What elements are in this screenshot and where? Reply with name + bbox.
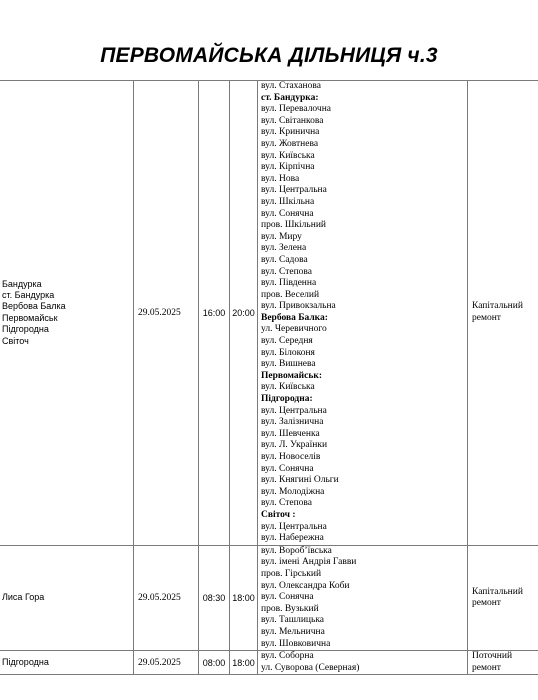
street-name: вул. Центральна bbox=[261, 405, 327, 416]
street-name: вул. Шкільна bbox=[261, 196, 315, 207]
street-name: вул. Кринична bbox=[261, 127, 320, 138]
work-type-text: ремонт bbox=[472, 597, 501, 608]
street-name: вул. Білоконя bbox=[261, 347, 315, 358]
settlement-heading: ст. Бандурка: bbox=[261, 92, 319, 103]
street-name: вул. Центральна bbox=[261, 521, 327, 532]
outage-table bbox=[0, 80, 538, 675]
location-name: Бандурка bbox=[2, 278, 42, 289]
street-name: вул. Світанкова bbox=[261, 115, 324, 126]
street-name: вул. Садова bbox=[261, 254, 308, 265]
street-name: вул. Центральна bbox=[261, 185, 327, 196]
street-name: вул. Молодіжна bbox=[261, 486, 325, 497]
street-name: вул. Мельнична bbox=[261, 626, 325, 637]
location-name: Лиса Гора bbox=[2, 592, 45, 603]
street-name: вул. Миру bbox=[261, 231, 302, 242]
end-time-cell: 20:00 bbox=[230, 81, 258, 546]
street-name: вул. Шевченка bbox=[261, 428, 320, 439]
settlement-heading: Світоч : bbox=[261, 509, 296, 520]
street-name: вул. Сонячна bbox=[261, 208, 314, 219]
start-time-cell: 08:00 bbox=[199, 651, 230, 675]
settlement-heading: Первомайськ: bbox=[261, 370, 323, 381]
locations-cell bbox=[0, 81, 134, 546]
table-row bbox=[0, 545, 538, 650]
work-type-cell bbox=[468, 651, 538, 675]
street-name: вул. Шовковична bbox=[261, 638, 331, 649]
street-name: вул. Зелена bbox=[261, 243, 307, 254]
location-name: ст. Бандурка bbox=[2, 290, 55, 301]
table-row bbox=[0, 81, 538, 546]
work-type-text: ремонт bbox=[472, 312, 501, 323]
work-type-text: Капітальний bbox=[472, 586, 523, 597]
page-title: ПЕРВОМАЙСЬКА ДІЛЬНИЦЯ ч.3 bbox=[100, 44, 438, 67]
streets-cell bbox=[258, 651, 468, 675]
street-name: вул. Вишнева bbox=[261, 359, 316, 370]
end-time-cell: 18:00 bbox=[230, 651, 258, 675]
work-type-text: Поточний bbox=[472, 651, 513, 662]
work-type-cell bbox=[468, 545, 538, 650]
street-name: вул. Перевалочна bbox=[261, 104, 332, 115]
start-time-cell: 16:00 bbox=[199, 81, 230, 546]
street-name: вул. Південна bbox=[261, 278, 317, 289]
date-cell: 29.05.2025 bbox=[134, 545, 199, 650]
streets-cell bbox=[258, 81, 468, 546]
street-name: вул. Олександра Коби bbox=[261, 580, 350, 591]
work-type-cell bbox=[468, 81, 538, 546]
street-name: вул. Київська bbox=[261, 382, 315, 393]
street-name: вул. Степова bbox=[261, 498, 312, 509]
location-name: Вербова Балка bbox=[2, 301, 66, 312]
date-cell: 29.05.2025 bbox=[134, 651, 199, 675]
street-name: ул. Черевичного bbox=[261, 324, 327, 335]
start-time-cell: 08:30 bbox=[199, 545, 230, 650]
table-row bbox=[0, 651, 538, 675]
street-name: вул. Кірпічна bbox=[261, 162, 315, 173]
street-name: вул. Сонячна bbox=[261, 463, 314, 474]
street-name: вул. Степова bbox=[261, 266, 312, 277]
street-name: вул. Середня bbox=[261, 336, 313, 347]
street-name: вул. Привокзальна bbox=[261, 301, 336, 312]
locations-cell bbox=[0, 651, 134, 675]
work-type-text: Капітальний bbox=[472, 301, 523, 312]
street-name: вул. Новоселів bbox=[261, 452, 321, 462]
street-name: вул. Сонячна bbox=[261, 592, 314, 603]
street-name: вул. Жовтнева bbox=[261, 138, 319, 149]
location-name: Світоч bbox=[2, 335, 29, 346]
end-time-cell: 18:00 bbox=[230, 545, 258, 650]
streets-cell bbox=[258, 545, 468, 650]
street-name: ул. Суворова (Северная) bbox=[261, 662, 360, 673]
outage-table-body bbox=[0, 81, 538, 675]
street-name: вул. Соборна bbox=[261, 651, 314, 662]
street-name: вул. Воробʼївська bbox=[261, 545, 332, 556]
settlement-heading: Вербова Балка: bbox=[261, 312, 328, 323]
street-name: вул. Княгині Ольги bbox=[261, 475, 339, 486]
street-name: вул. Нова bbox=[261, 173, 300, 184]
location-name: Підгородна bbox=[2, 324, 49, 335]
street-name: вул. Л. Українки bbox=[261, 440, 328, 451]
location-name: Підгородна bbox=[2, 656, 49, 667]
street-name: пров. Веселий bbox=[261, 289, 320, 300]
work-type-text: ремонт bbox=[472, 662, 501, 673]
street-name: пров. Шкільний bbox=[261, 220, 326, 231]
street-name: вул. Ташлицька bbox=[261, 615, 325, 626]
settlement-heading: Підгородна: bbox=[261, 394, 313, 405]
locations-cell bbox=[0, 545, 134, 650]
street-name: пров. Вузький bbox=[261, 603, 319, 614]
street-name: вул. імені Андрія Гавви bbox=[261, 557, 357, 568]
street-name: вул. Набережна bbox=[261, 533, 324, 544]
street-name: вул. Стаханова bbox=[261, 81, 321, 91]
street-name: вул. Залізнична bbox=[261, 417, 324, 428]
street-name: вул. Київська bbox=[261, 150, 315, 161]
location-name: Первомайськ bbox=[2, 312, 58, 323]
street-name: пров. Гірський bbox=[261, 568, 322, 579]
date-cell: 29.05.2025 bbox=[134, 81, 199, 546]
